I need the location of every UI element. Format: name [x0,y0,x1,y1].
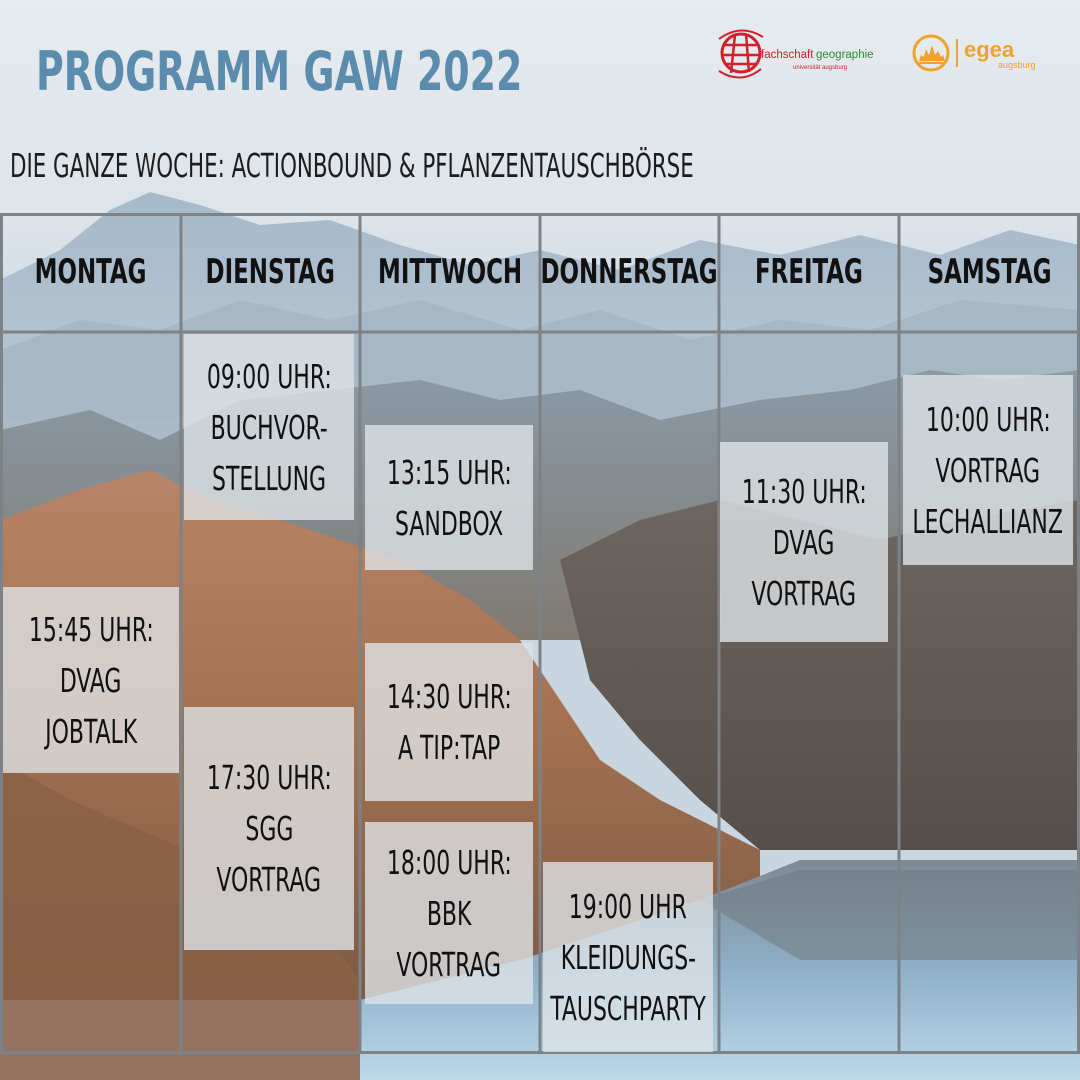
day-header-freitag: FREITAG [755,252,863,292]
event-time: 19:00 UHR [568,886,688,926]
day-header-dienstag: DIENSTAG [205,252,336,292]
day-header-donnerstag: DONNERSTAG [540,252,719,292]
day-header-samstag: SAMSTAG [927,252,1052,292]
event-title: VORTRAG [216,860,322,899]
event-time: 15:45 UHR: [28,609,154,649]
event-title: VORTRAG [935,450,1041,490]
university-text: universität augsburg [793,65,848,71]
event-title: BBK [426,893,472,933]
fachschaft-text: fachschaft [761,49,814,61]
fachschaft-geographie-logo [715,25,880,83]
page-title: PROGRAMM GAW 2022 [36,40,523,103]
event-time: 09:00 UHR: [206,356,332,396]
event-card-samstag-lechallianz [903,375,1073,565]
event-card-freitag-dvag [720,442,888,642]
event-title: A TIP:TAP [397,728,501,767]
event-title: VORTRAG [396,944,502,984]
geographie-text: geographie [816,49,874,61]
event-card-mittwoch-tiptap [365,643,533,801]
event-title: LECHALLIANZ [912,501,1064,541]
event-title: SANDBOX [394,503,504,543]
augsburg-text: augsburg [998,60,1036,70]
event-title: VORTRAG [751,573,857,613]
event-title: STELLUNG [211,458,327,498]
event-time: 14:30 UHR: [386,677,512,716]
event-card-donnerstag-tauschparty [543,862,713,1052]
egea-augsburg-logo [912,33,1047,75]
event-title: TAUSCHPARTY [550,988,706,1028]
event-title: SGG [244,809,294,848]
event-time: 18:00 UHR: [386,842,512,882]
egea-text: egea [964,37,1015,62]
globe-grid-icon [719,30,763,77]
day-header-mittwoch: MITTWOCH [377,252,523,292]
event-time: 10:00 UHR: [925,399,1051,439]
sun-city-icon [914,36,948,70]
event-card-montag-jobtalk [3,587,179,773]
event-card-mittwoch-sandbox [365,425,533,570]
event-card-dienstag-buchvorstellung [184,334,354,520]
day-header-montag: MONTAG [34,252,147,292]
event-title: BUCHVOR- [210,407,328,447]
event-time: 13:15 UHR: [386,452,512,492]
event-card-mittwoch-bbk [365,822,533,1004]
event-title: DVAG [773,522,835,562]
event-time: 11:30 UHR: [741,471,867,511]
event-title: DVAG [60,660,122,700]
event-title: KLEIDUNGS- [560,937,696,977]
event-time: 17:30 UHR: [206,758,332,797]
page-subtitle: DIE GANZE WOCHE: ACTIONBOUND & PFLANZENTAUSCHBÖRSE [10,146,694,185]
event-title: JOBTALK [44,711,138,751]
event-card-dienstag-sgg [184,707,354,950]
